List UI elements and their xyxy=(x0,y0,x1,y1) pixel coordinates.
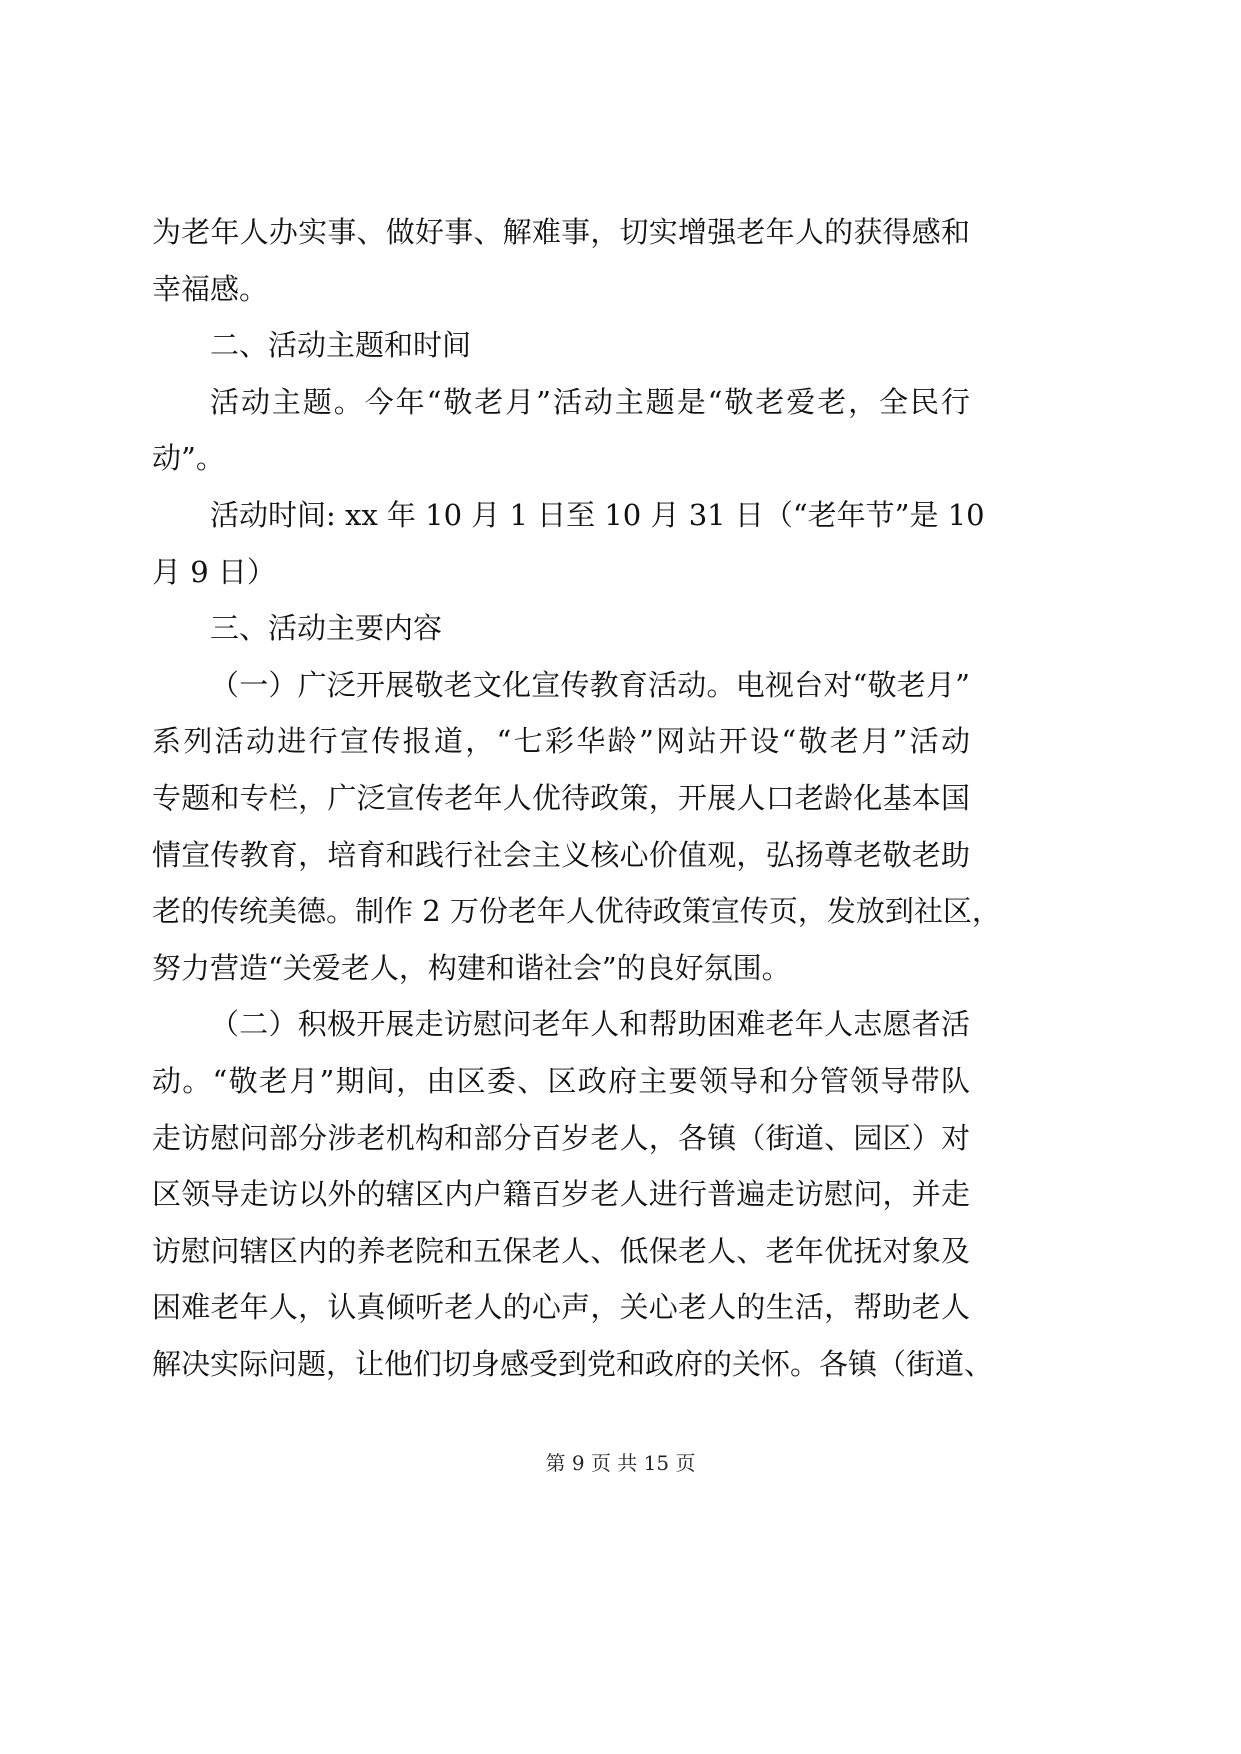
text-line: 三、活动主要内容 xyxy=(210,611,443,646)
text-line: 区领导走访以外的辖区内户籍百岁老人进行普遍走访慰问，并走 xyxy=(152,1177,970,1212)
text-line: 困难老年人，认真倾听老人的心声，关心老人的生活，帮助老人 xyxy=(152,1290,970,1325)
text-line: 情宣传教育，培育和践行社会主义核心价值观，弘扬尊老敬老助 xyxy=(152,837,970,872)
page-footer: 第 9 页 共 15 页 xyxy=(545,1451,696,1475)
text-line: 努力营造“关爱老人，构建和谐社会”的良好氛围。 xyxy=(152,950,791,985)
text-line: 动。“敬老月”期间，由区委、区政府主要领导和分管领导带队 xyxy=(152,1064,970,1098)
text-line: 专题和专栏，广泛宣传老年人优待政策，开展人口老龄化基本国 xyxy=(152,781,970,815)
text-line: 幸福感。 xyxy=(152,271,269,306)
text-line: 动”。 xyxy=(152,441,225,476)
text-line: 月 9 日） xyxy=(152,554,276,589)
text-line: （二）积极开展走访慰问老年人和帮助困难老年人志愿者活 xyxy=(210,1007,970,1042)
text-line: 访慰问辖区内的养老院和五保老人、低保老人、老年优抚对象及 xyxy=(152,1233,970,1268)
text-line: 解决实际问题，让他们切身感受到党和政府的关怀。各镇（街道、 xyxy=(152,1347,994,1381)
text-line: 为老年人办实事、做好事、解难事，切实增强老年人的获得感和 xyxy=(152,215,970,249)
text-line: 系列活动进行宣传报道，“七彩华龄”网站开设“敬老月”活动 xyxy=(152,724,970,759)
text-line: （一）广泛开展敬老文化宣传教育活动。电视台对“敬老月” xyxy=(210,667,970,702)
text-line: 活动主题。今年“敬老月”活动主题是“敬老爱老，全民行 xyxy=(210,384,970,419)
text-line: 老的传统美德。制作 2 万份老年人优待政策宣传页，发放到社区， xyxy=(152,894,1001,929)
text-line: 活动时间: xx 年 10 月 1 日至 10 月 31 日（“老年节”是 10 xyxy=(210,498,985,532)
text-line: 二、活动主题和时间 xyxy=(210,328,472,363)
text-line: 走访慰问部分涉老机构和部分百岁老人，各镇（街道、园区）对 xyxy=(152,1120,970,1155)
